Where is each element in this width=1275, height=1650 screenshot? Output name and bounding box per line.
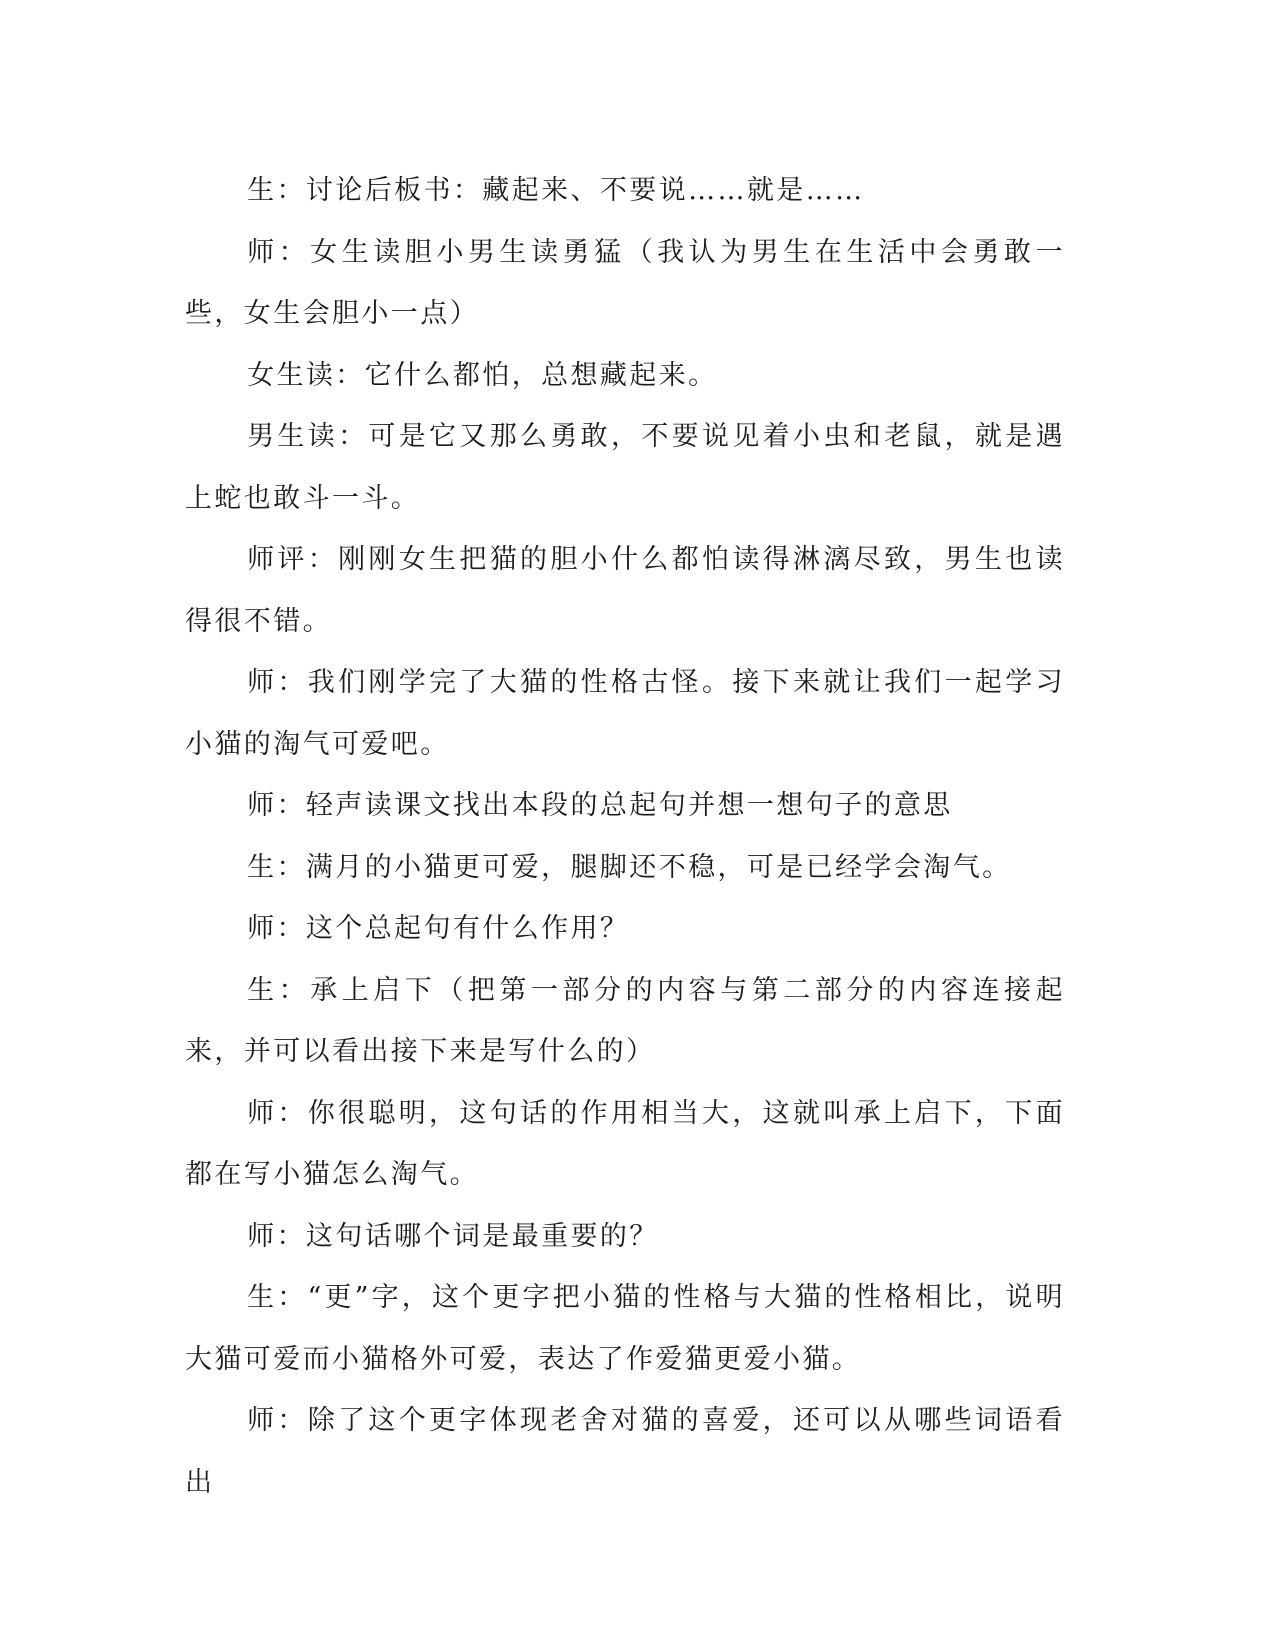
paragraph-11: 师：你很聪明，这句话的作用相当大，这就叫承上启下，下面都在写小猫怎么淘气。 bbox=[185, 1097, 1065, 1190]
paragraph-4: 男生读：可是它又那么勇敢，不要说见着小虫和老鼠，就是遇上蛇也敢斗一斗。 bbox=[185, 421, 1065, 514]
paragraph-2: 师：女生读胆小男生读勇猛（我认为男生在生活中会勇敢一些，女生会胆小一点） bbox=[185, 236, 1065, 329]
paragraph-14: 师：除了这个更字体现老舍对猫的喜爱，还可以从哪些词语看出 bbox=[185, 1405, 1065, 1498]
paragraph-6: 师：我们刚学完了大猫的性格古怪。接下来就让我们一起学习小猫的淘气可爱吧。 bbox=[185, 667, 1065, 760]
paragraph-12: 师：这句话哪个词是最重要的？ bbox=[247, 1220, 659, 1252]
paragraph-13: 生：“更”字，这个更字把小猫的性格与大猫的性格相比，说明大猫可爱而小猫格外可爱，表达了作爱猫更爱小猫。 bbox=[185, 1282, 1065, 1375]
paragraph-7: 师：轻声读课文找出本段的总起句并想一想句子的意思 bbox=[247, 790, 953, 821]
paragraph-3: 女生读：它什么都怕，总想藏起来。 bbox=[247, 359, 718, 391]
paragraph-9: 师：这个总起句有什么作用？ bbox=[247, 913, 630, 944]
paragraph-5: 师评：刚刚女生把猫的胆小什么都怕读得淋漓尽致，男生也读得很不错。 bbox=[185, 544, 1065, 637]
document-body bbox=[185, 160, 1065, 1513]
paragraph-1: 生：讨论后板书：藏起来、不要说……就是…… bbox=[247, 175, 865, 206]
paragraph-10: 生：承上启下（把第一部分的内容与第二部分的内容连接起来，并可以看出接下来是写什么的） bbox=[185, 974, 1065, 1067]
paragraph-8: 生：满月的小猫更可爱，腿脚还不稳，可是已经学会淘气。 bbox=[247, 851, 1012, 883]
